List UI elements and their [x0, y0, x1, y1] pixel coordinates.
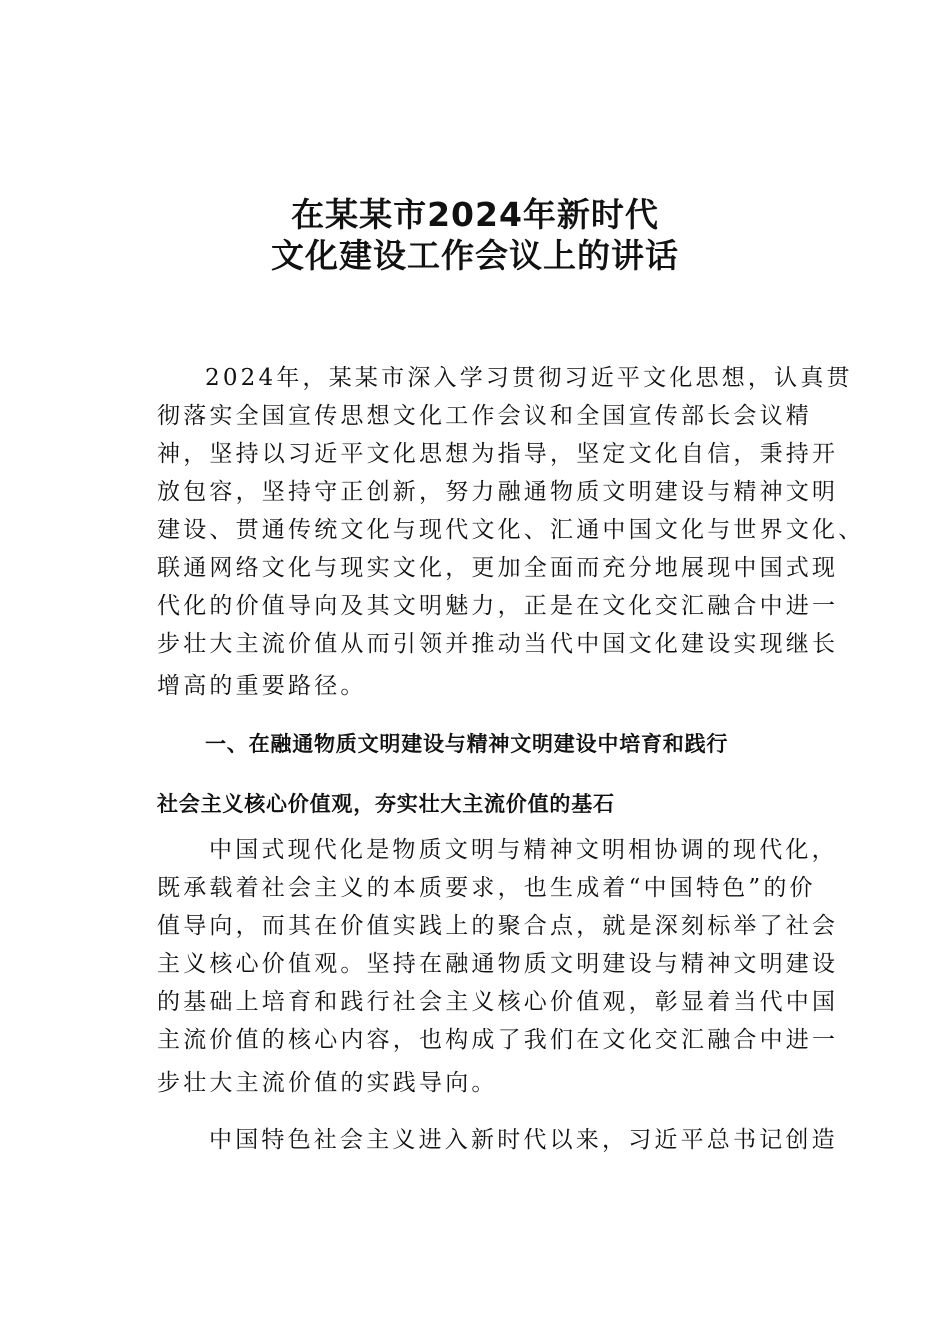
paragraph-line: 2024年，某某市深入学习贯彻习近平文化思想，认真贯: [205, 365, 853, 391]
section-heading-line: 社会主义核心价值观，夯实壮大主流价值的基石: [157, 792, 615, 816]
paragraph-line: 神，坚持以习近平文化思想为指导，坚定文化自信，秉持开: [157, 441, 839, 467]
paragraph-line: 既承载着社会主义的本质要求，也生成着“中国特色”的价: [157, 875, 816, 901]
paragraph-line: 中国特色社会主义进入新时代以来，习近平总书记创造: [209, 1127, 838, 1153]
paragraph-line: 彻落实全国宣传思想文化工作会议和全国宣传部长会议精: [157, 403, 812, 429]
document-title-line-2: 文化建设工作会议上的讲话: [271, 236, 679, 275]
paragraph-line: 放包容，坚持守正创新，努力融通物质文明建设与精神文明: [157, 479, 839, 505]
paragraph-section-1: [157, 831, 839, 1102]
paragraph-line: 主流价值的核心内容，也构成了我们在文化交汇融合中进一: [157, 1027, 839, 1053]
paragraph-line: 中国式现代化是物质文明与精神文明相协调的现代化，: [209, 837, 838, 863]
paragraph-line: 值导向，而其在价值实践上的聚合点，就是深刻标举了社会: [157, 913, 839, 939]
paragraph-line: 的基础上培育和践行社会主义核心价值观，彰显着当代中国: [157, 989, 839, 1015]
paragraph-line: 增高的重要路径。: [157, 673, 367, 699]
paragraph-line: 联通网络文化与现实文化，更加全面而充分地展现中国式现: [157, 555, 839, 581]
section-heading-line: 一、在融通物质文明建设与精神文明建设中培育和践行: [205, 732, 729, 756]
paragraph-line: 代化的价值导向及其文明魅力，正是在文化交汇融合中进一: [157, 593, 839, 619]
paragraph-line: 步壮大主流价值的实践导向。: [157, 1070, 498, 1096]
paragraph-section-2: [157, 1121, 838, 1159]
paragraph-intro: [157, 359, 865, 705]
paragraph-line: 主义核心价值观。坚持在融通物质文明建设与精神文明建设: [157, 951, 839, 977]
document-title-line-1: 在某某市2024年新时代: [291, 195, 659, 234]
paragraph-line: 步壮大主流价值从而引领并推动当代中国文化建设实现继长: [157, 631, 839, 657]
paragraph-line: 建设、贯通传统文化与现代文化、汇通中国文化与世界文化、: [157, 517, 865, 543]
section-heading-1: [157, 724, 822, 844]
